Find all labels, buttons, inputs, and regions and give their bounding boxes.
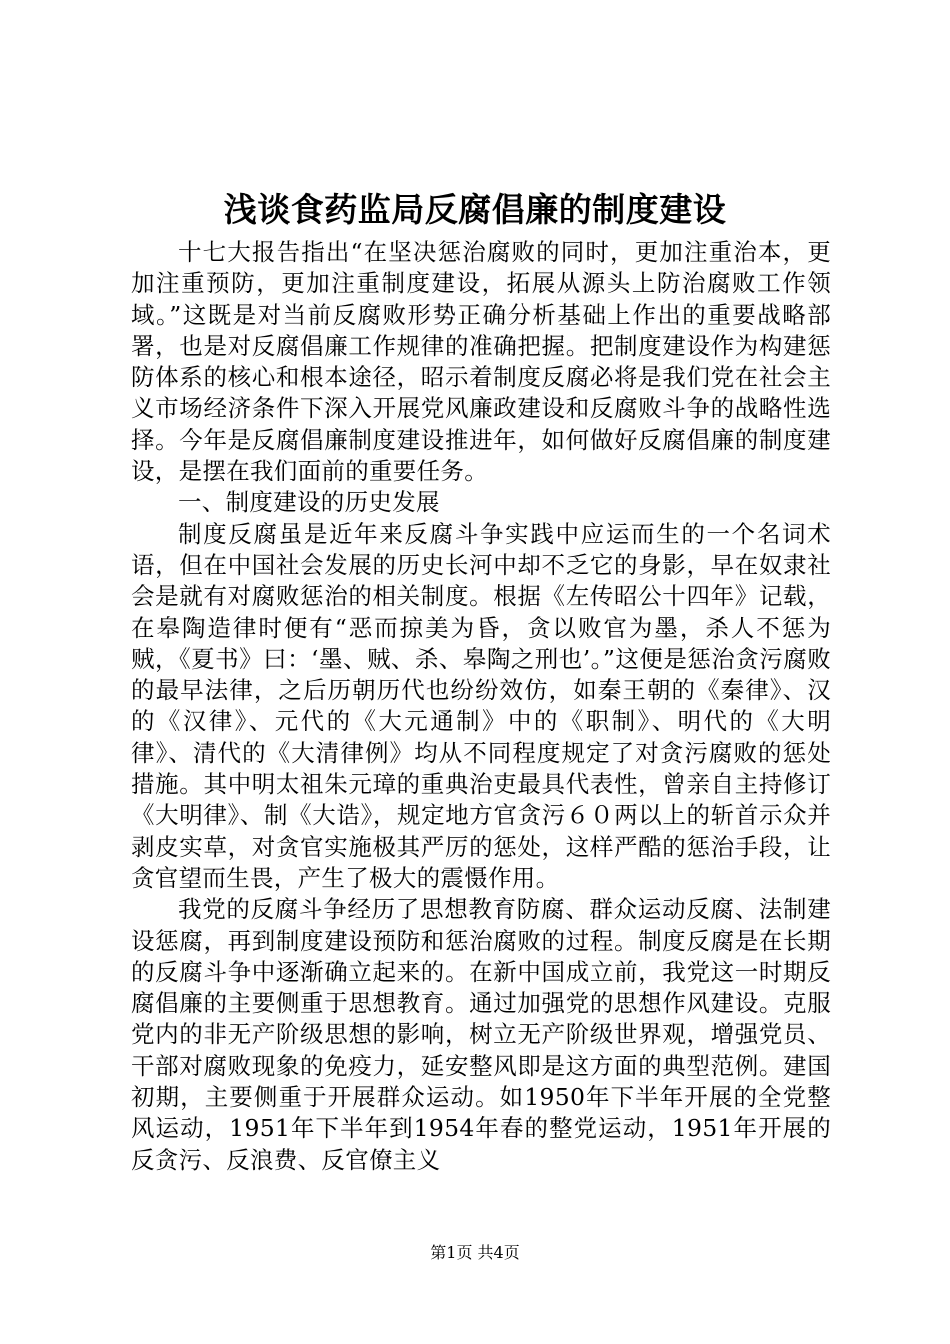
paragraph-intro: 十七大报告指出“在坚决惩治腐败的同时，更加注重治本，更加注重预防，更加注重制度建设，拓展从源头上防治腐败工作领域。”这既是对当前反腐败形势正确分析基础上作出的重要战略部署，也是对反腐倡廉工作规律的准确把握。把制度建设作为构建惩防体系的核心和根本途径，昭示着制度反腐必将是我们党在社会主义市场经济条件下深入开展党风廉政建设和反腐败斗争的战略性选择。今年是反腐倡廉制度建设推进年，如何做好反腐倡廉的制度建设，是摆在我们面前的重要任务。 (131, 238, 831, 486)
paragraph-history: 制度反腐虽是近年来反腐斗争实践中应运而生的一个名词术语，但在中国社会发展的历史长河中却不乏它的身影，早在奴隶社会是就有对腐败惩治的相关制度。根据《左传昭公十四年》记载，在皋陶造律时便有“恶而掠美为昏，贪以败官为墨，杀人不惩为贼，《夏书》曰：‘墨、贼、杀、皋陶之刑也’。”这便是惩治贪污腐败的最早法律，之后历朝历代也纷纷效仿，如秦王朝的《秦律》、汉的《汉律》、元代的《大元通制》中的《职制》、明代的《大明律》、清代的《大清律例》均从不同程度规定了对贪污腐败的惩处措施。其中明太祖朱元璋的重典治吏最具代表性，曾亲自主持修订《大明律》、制《大诰》，规定地方官贪污６０两以上的斩首示众并剥皮实草，对贪官实施极其严厉的惩处，这样严酷的惩治手段，让贪官望而生畏，产生了极大的震慑作用。 (131, 519, 831, 892)
section-heading-history: 一、制度建设的历史发展 (178, 488, 440, 517)
page-footer: 第1页 共4页 (430, 1243, 520, 1262)
document-title: 浅谈食药监局反腐倡廉的制度建设 (223, 190, 727, 229)
paragraph-party-anticorruption: 我党的反腐斗争经历了思想教育防腐、群众运动反腐、法制建设惩腐，再到制度建设预防和惩治腐败的过程。制度反腐是在长期的反腐斗争中逐渐确立起来的。在新中国成立前，我党这一时期反腐倡廉的主要侧重于思想教育。通过加强党的思想作风建设。克服党内的非无产阶级思想的影响，树立无产阶级世界观，增强党员、干部对腐败现象的免疫力，延安整风即是这方面的典型范例。建国初期，主要侧重于开展群众运动。如1950年下半年开展的全党整风运动，1951年下半年到1954年春的整党运动，1951年开展的反贪污、反浪费、反官僚主义 (131, 895, 831, 1174)
document-body (131, 237, 831, 1176)
